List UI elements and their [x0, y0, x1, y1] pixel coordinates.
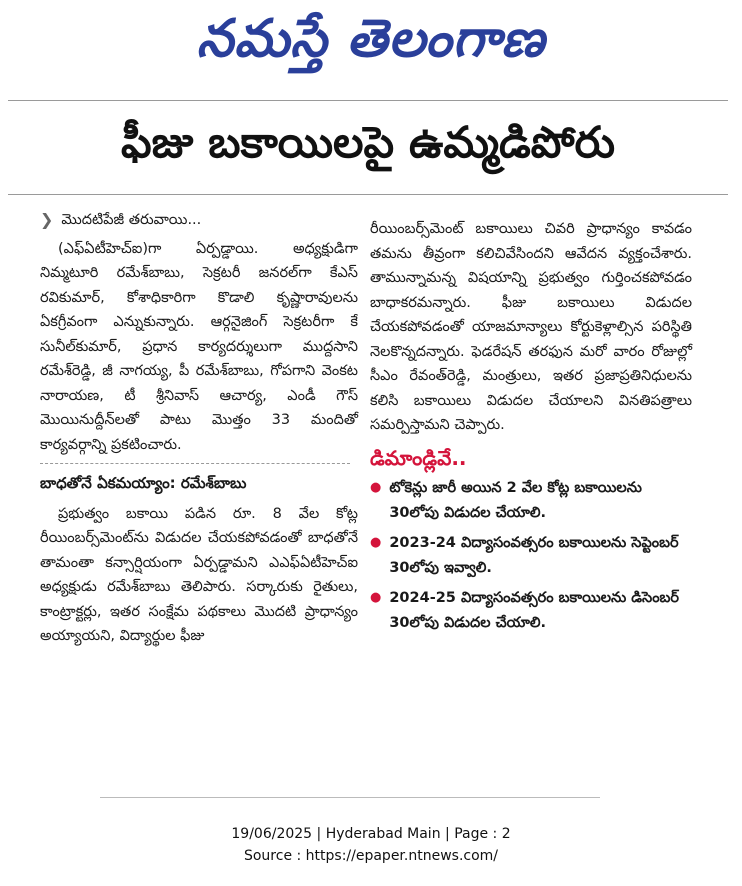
footer-source: Source : https://epaper.ntnews.com/ [243, 848, 499, 864]
masthead-logo: నమస్తే తెలంగాణ [196, 8, 546, 69]
demands-list [370, 476, 692, 635]
divider-footer [100, 797, 600, 798]
right-paragraph-1: రీయింబర్స్‌మెంట్ బకాయిలు చివరి ప్రాధాన్యం కావడం తమను తీవ్రంగా కలిచివేసిందని ఆవేదన వ్యక్తంచేశారు. తామున్నామన్న విషయాన్ని ప్రభుత్వం గుర్తించకపోవడం బాధాకరమన్నారు. ఫీజు బకాయిలు విడుదల చేయకపోవడంతో యాజమాన్యాలు కోర్టుకెళ్లాల్సిన పరిస్థితి నెలకొన్నదన్నారు. ఫెడరేషన్ తరఫున మరో వారం రోజుల్లో సీఎం రేవంత్‌రెడ్డి, మంత్రులు, ఇతర ప్రజాప్రతినిధులను కలిసి బకాయిలు విడుదల చేయాలని వినతిపత్రాలు సమర్పిస్తామని చెప్పారు. [370, 221, 692, 433]
footer-dateline: 19/06/2025 | Hyderabad Main | Page : 2 [231, 826, 511, 842]
bullet-icon: ● [370, 590, 382, 605]
bullet-icon: ● [370, 480, 382, 495]
bullet-icon: ● [370, 535, 382, 550]
divider-headline [8, 194, 728, 195]
list-item: ● 2024-25 విద్యాసంవత్సరం బకాయిలను డిసెంబర్ 30లోపు విడుదల చేయాలి. [370, 586, 692, 635]
divider-top [8, 100, 728, 101]
demands-title: డిమాండ్లివే.. [370, 445, 467, 470]
continued-from-label: మొదటిపేజీ తరువాయి... [61, 212, 202, 228]
continued-from [40, 208, 358, 233]
chevron-right-icon: ❯ [40, 210, 54, 229]
left-column [40, 208, 358, 649]
list-item: ● 2023-24 విద్యాసంవత్సరం బకాయిలను సెప్టెంబర్ 30లోపు ఇవ్వాలి. [370, 531, 692, 580]
subheading: బాధతోనే ఏకమయ్యాం: రమేశ్‌బాబు [40, 471, 358, 496]
article-headline: ఫీజు బకాయిలపై ఉమ్మడిపోరు [121, 118, 615, 168]
right-column [370, 217, 692, 641]
left-paragraph-2: ప్రభుత్వం బకాయి పడిన రూ. 8 వేల కోట్ల రీయింబర్స్‌మెంట్‌ను విడుదల చేయకపోవడంతో బాధతోనే తామంతా కన్సార్షియంగా ఏర్పడ్డామని ఎఎఫ్ఏటీహెచ్ఐ అధ్యక్షుడు రమేశ్‌బాబు తెలిపారు. సర్కారుకు రైతులు, కాంట్రాక్టర్లు, ఇతర సంక్షేమ పథకాలు మొదటి ప్రాధాన్యం అయ్యాయని, విద్యార్థుల ఫీజు [40, 505, 358, 644]
left-paragraph-1: (ఎఫ్ఏటీహెచ్ఐ)గా ఏర్పడ్డాయి. అధ్యక్షుడిగా నిమ్మటూరి రమేశ్‌బాబు, సెక్రటరీ జనరల్‌గా కేఎస్ రవికుమార్, కోశాధికారిగా కొడాలి కృష్ణారావులను ఏకగ్రీవంగా ఎన్నుకున్నారు. ఆర్గనైజింగ్ సెక్రటరీగా కే సునీల్‌కుమార్, ప్రధాన కార్యదర్శులుగా ముద్దసాని రమేశ్‌రెడ్డి, జీ నాగయ్య, పీ రమేశ్‌బాబు, గోపగాని వెంకట నారాయణ, టీ శ్రీనివాస్ ఆచార్య, ఎండీ గౌస్ మొయినుద్దీన్‌లతో పాటు మొత్తం 33 మందితో కార్యవర్గాన్ని ప్రకటించారు. [40, 240, 358, 453]
list-item: ● టోకెన్లు జారీ అయిన 2 వేల కోట్ల బకాయిలను 30లోపు విడుదల చేయాలి. [370, 476, 692, 525]
masthead [0, 0, 742, 90]
